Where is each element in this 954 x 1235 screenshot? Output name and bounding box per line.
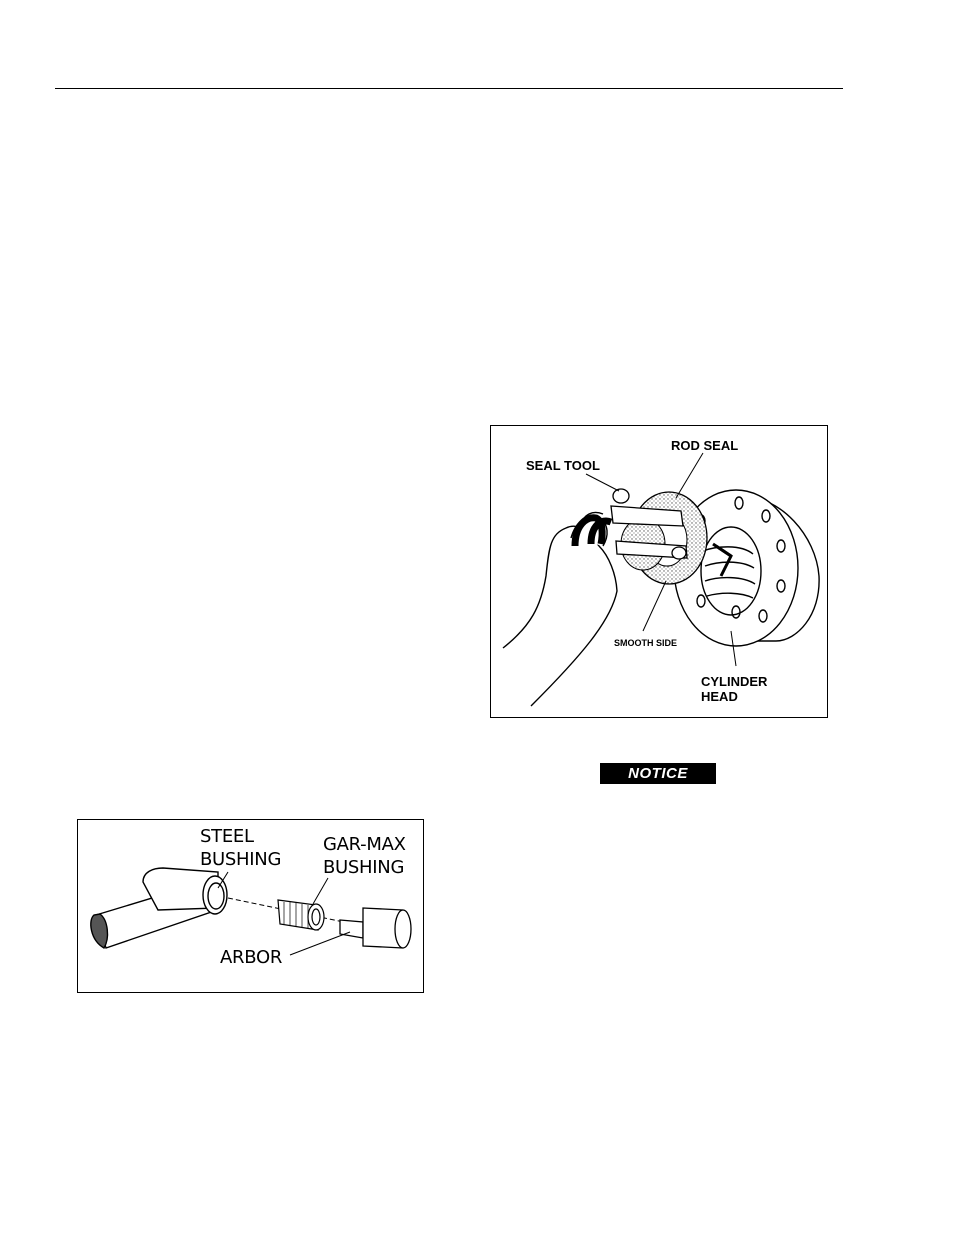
header-rule [55, 88, 843, 89]
seal-install-figure [490, 425, 828, 718]
arm-tube-drawing [91, 868, 227, 948]
garmax-bushing-drawing [278, 900, 324, 930]
label-garmax: GAR-MAX [323, 834, 406, 855]
label-cylinder: CYLINDER [701, 674, 768, 689]
label-garmax-bushing: BUSHING [323, 857, 405, 878]
notice-badge: NOTICE [600, 763, 716, 784]
label-head: HEAD [701, 689, 738, 704]
bushing-install-figure [77, 819, 424, 993]
arbor-drawing [340, 908, 411, 948]
label-steel-bushing: BUSHING [200, 849, 282, 870]
label-arbor: ARBOR [220, 947, 283, 968]
label-smooth-side: SMOOTH SIDE [614, 638, 678, 648]
label-rod-seal: ROD SEAL [671, 438, 739, 453]
rod-seal-drawing [621, 492, 707, 584]
label-steel: STEEL [200, 826, 254, 847]
label-seal-tool: SEAL TOOL [526, 458, 600, 473]
